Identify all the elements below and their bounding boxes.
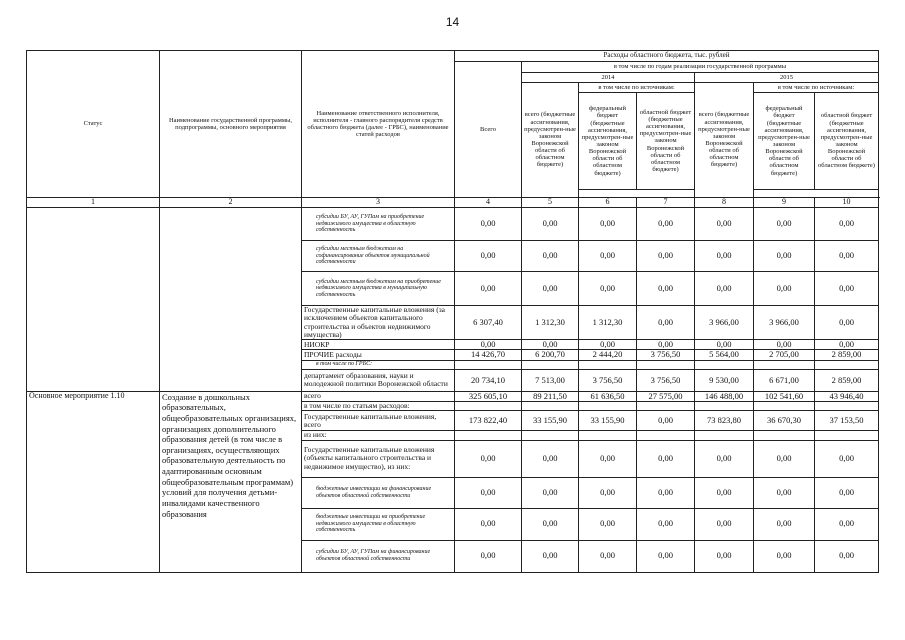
value-cell — [754, 360, 815, 369]
value-cell: 0,00 — [754, 477, 815, 508]
value-cell — [579, 360, 637, 369]
value-cell: 0,00 — [579, 208, 637, 241]
value-cell: 0,00 — [637, 477, 695, 508]
row-description: Государственные капитальные вложения (за исключением объектов капитального строительства и объектов недвижимого имущества) — [302, 306, 455, 340]
value-cell: 0,00 — [455, 340, 522, 350]
col-num: 10 — [815, 198, 879, 208]
value-cell — [695, 402, 754, 411]
value-cell: 73 823,80 — [695, 411, 754, 431]
row-description: департамент образования, науки и молодежной политики Воронежской области — [302, 369, 455, 391]
value-cell: 6 307,40 — [455, 306, 522, 340]
value-cell: 0,00 — [695, 540, 754, 572]
value-cell — [579, 402, 637, 411]
row-description: из них: — [302, 431, 455, 440]
header-by-years: в том числе по годам реализации государственной программы — [522, 62, 879, 73]
header-2014-total: всего (бюджетные ассигнования, предусмотрен-ные законом Воронежской области об областном бюджете) — [522, 83, 579, 198]
row-description: бюджетные инвестиции на приобретение недвижимого имущества в областную собственность — [302, 508, 455, 540]
header-executor: Наименование ответственного исполнителя, исполнителя - главного распорядителя средств областного бюджета (далее - ГРБС), наименование статей расходов — [302, 51, 455, 198]
value-cell: 0,00 — [815, 241, 879, 272]
measure-status: Основное мероприятие 1.10 — [27, 391, 160, 572]
table-row — [27, 208, 879, 241]
header-status: Статус — [27, 51, 160, 198]
col-num: 5 — [522, 198, 579, 208]
value-cell: 0,00 — [637, 540, 695, 572]
budget-table — [26, 50, 879, 573]
col-num: 3 — [302, 198, 455, 208]
value-cell — [754, 402, 815, 411]
value-cell: 0,00 — [579, 477, 637, 508]
header-2015-sources: в том числе по источникам: — [754, 83, 879, 93]
value-cell: 6 200,70 — [522, 350, 579, 360]
value-cell: 0,00 — [579, 340, 637, 350]
value-cell — [522, 431, 579, 440]
value-cell: 89 211,50 — [522, 391, 579, 401]
col-num: 4 — [455, 198, 522, 208]
value-cell: 1 312,30 — [579, 306, 637, 340]
value-cell: 0,00 — [637, 306, 695, 340]
value-cell — [754, 431, 815, 440]
value-cell: 2 444,20 — [579, 350, 637, 360]
value-cell: 0,00 — [695, 272, 754, 306]
value-cell: 0,00 — [522, 241, 579, 272]
row-description: субсидии местным бюджетам на софинансирование объектов муниципальной собственности — [302, 241, 455, 272]
col-num: 9 — [754, 198, 815, 208]
value-cell: 61 636,50 — [579, 391, 637, 401]
table-row — [27, 391, 879, 401]
value-cell: 0,00 — [637, 208, 695, 241]
value-cell: 0,00 — [522, 272, 579, 306]
value-cell: 0,00 — [522, 208, 579, 241]
value-cell: 43 946,40 — [815, 391, 879, 401]
value-cell: 0,00 — [579, 508, 637, 540]
value-cell: 3 756,50 — [579, 369, 637, 391]
page-number: 14 — [445, 15, 460, 29]
row-description: Государственные капитальные вложения, всего — [302, 411, 455, 431]
value-cell: 36 670,30 — [754, 411, 815, 431]
value-cell: 0,00 — [754, 340, 815, 350]
value-cell: 0,00 — [754, 440, 815, 477]
value-cell: 3 756,50 — [637, 350, 695, 360]
value-cell: 0,00 — [579, 540, 637, 572]
value-cell: 6 671,00 — [754, 369, 815, 391]
value-cell: 0,00 — [455, 440, 522, 477]
value-cell — [695, 431, 754, 440]
header-program-name: Наименование государственной программы, подпрограммы, основного мероприятия — [160, 51, 302, 198]
row-description: ПРОЧИЕ расходы — [302, 350, 455, 360]
header-expenses: Расходы областного бюджета, тыс. рублей — [455, 51, 879, 62]
header-2015-federal: федеральный бюджет (бюджетные ассигнования, предусмотрен-ные законом Воронежской области об областном бюджете) — [754, 93, 815, 190]
value-cell: 0,00 — [695, 208, 754, 241]
value-cell: 0,00 — [815, 272, 879, 306]
value-cell: 3 756,50 — [637, 369, 695, 391]
value-cell: 0,00 — [695, 477, 754, 508]
value-cell: 2 705,00 — [754, 350, 815, 360]
value-cell: 0,00 — [695, 241, 754, 272]
value-cell: 0,00 — [579, 440, 637, 477]
value-cell: 0,00 — [522, 477, 579, 508]
value-cell: 146 488,00 — [695, 391, 754, 401]
value-cell: 2 859,00 — [815, 369, 879, 391]
value-cell: 0,00 — [522, 540, 579, 572]
value-cell — [579, 431, 637, 440]
value-cell: 9 530,00 — [695, 369, 754, 391]
value-cell — [695, 360, 754, 369]
col-num: 2 — [160, 198, 302, 208]
value-cell: 3 966,00 — [754, 306, 815, 340]
value-cell: 0,00 — [455, 540, 522, 572]
value-cell: 0,00 — [637, 411, 695, 431]
header-year-2015: 2015 — [695, 73, 879, 83]
value-cell — [522, 360, 579, 369]
col-num: 6 — [579, 198, 637, 208]
row-description: всего — [302, 391, 455, 401]
row-description: НИОКР — [302, 340, 455, 350]
value-cell: 37 153,50 — [815, 411, 879, 431]
row-description: в том числе по ГРБС: — [302, 360, 455, 369]
value-cell — [637, 360, 695, 369]
value-cell: 0,00 — [815, 208, 879, 241]
value-cell: 0,00 — [815, 440, 879, 477]
value-cell: 0,00 — [815, 508, 879, 540]
value-cell: 0,00 — [637, 340, 695, 350]
value-cell: 7 513,00 — [522, 369, 579, 391]
value-cell: 0,00 — [455, 272, 522, 306]
value-cell: 325 605,10 — [455, 391, 522, 401]
value-cell: 0,00 — [754, 540, 815, 572]
value-cell: 0,00 — [455, 508, 522, 540]
row-description: субсидии местным бюджетам на приобретение недвижимого имущества в муниципальную собственность — [302, 272, 455, 306]
row-description: субсидии БУ, АУ, ГУПам на приобретение недвижимого имущества в областную собственность — [302, 208, 455, 241]
value-cell — [815, 360, 879, 369]
value-cell: 14 426,70 — [455, 350, 522, 360]
value-cell: 0,00 — [579, 241, 637, 272]
value-cell — [815, 402, 879, 411]
measure-name: Создание в дошкольных образовательных, общеобразовательных организациях, организациях дополнительного образования детей (в том числе в организациях, осуществляющих образовательную деятельность по адаптированным основным общеобразовательным программам) условий для получения детьми-инвалидами качественного образования — [160, 391, 302, 572]
value-cell: 5 564,00 — [695, 350, 754, 360]
header-2015-regional: областной бюджет (бюджетные ассигнования, предусмотрен-ные законом Воронежской области об областном бюджете) — [815, 93, 879, 190]
row-description: Государственные капитальные вложения (объекты капитального строительства и недвижимое имущество), из них: — [302, 440, 455, 477]
value-cell — [455, 360, 522, 369]
value-cell — [815, 431, 879, 440]
value-cell: 0,00 — [579, 272, 637, 306]
value-cell: 0,00 — [455, 241, 522, 272]
col-num: 7 — [637, 198, 695, 208]
row-description: в том числе по статьям расходов: — [302, 402, 455, 411]
empty-name-cell — [160, 208, 302, 392]
value-cell: 27 575,00 — [637, 391, 695, 401]
value-cell — [637, 431, 695, 440]
header-2015-total: всего (бюджетные ассигнования, предусмотрен-ные законом Воронежской области об областном бюджете) — [695, 83, 754, 198]
empty-status-cell — [27, 208, 160, 392]
value-cell: 20 734,10 — [455, 369, 522, 391]
value-cell: 33 155,90 — [579, 411, 637, 431]
value-cell: 0,00 — [637, 241, 695, 272]
value-cell: 0,00 — [455, 208, 522, 241]
value-cell: 0,00 — [754, 241, 815, 272]
value-cell: 0,00 — [522, 508, 579, 540]
value-cell: 33 155,90 — [522, 411, 579, 431]
header-2014-federal: федеральный бюджет (бюджетные ассигнования, предусмотрен-ные законом Воронежской области об областном бюджете) — [579, 93, 637, 190]
value-cell — [455, 431, 522, 440]
value-cell: 0,00 — [815, 340, 879, 350]
col-num: 8 — [695, 198, 754, 208]
value-cell: 0,00 — [815, 306, 879, 340]
value-cell: 0,00 — [695, 440, 754, 477]
value-cell: 0,00 — [754, 272, 815, 306]
value-cell: 1 312,30 — [522, 306, 579, 340]
value-cell: 0,00 — [815, 477, 879, 508]
value-cell: 102 541,60 — [754, 391, 815, 401]
value-cell: 173 822,40 — [455, 411, 522, 431]
value-cell: 0,00 — [815, 540, 879, 572]
header-total: Всего — [455, 62, 522, 198]
value-cell: 0,00 — [754, 508, 815, 540]
value-cell: 0,00 — [695, 508, 754, 540]
value-cell: 0,00 — [754, 208, 815, 241]
row-description: бюджетные инвестиции на финансирование объектов областной собственности — [302, 477, 455, 508]
header-year-2014: 2014 — [522, 73, 695, 83]
header-2014-sources: в том числе по источникам: — [579, 83, 695, 93]
col-num: 1 — [27, 198, 160, 208]
value-cell — [637, 402, 695, 411]
value-cell: 3 966,00 — [695, 306, 754, 340]
value-cell: 0,00 — [637, 440, 695, 477]
value-cell: 0,00 — [637, 508, 695, 540]
value-cell: 0,00 — [695, 340, 754, 350]
header-2014-regional: областной бюджет (бюджетные ассигнования, предусмотрен-ные законом Воронежской области об областном бюджете) — [637, 93, 695, 190]
value-cell: 0,00 — [455, 477, 522, 508]
row-description: субсидии БУ, АУ, ГУПам на финансирование объектов областной собственности — [302, 540, 455, 572]
value-cell: 0,00 — [637, 272, 695, 306]
value-cell: 0,00 — [522, 440, 579, 477]
value-cell: 0,00 — [522, 340, 579, 350]
value-cell — [522, 402, 579, 411]
column-number-row — [27, 198, 879, 208]
value-cell: 2 859,00 — [815, 350, 879, 360]
value-cell — [455, 402, 522, 411]
